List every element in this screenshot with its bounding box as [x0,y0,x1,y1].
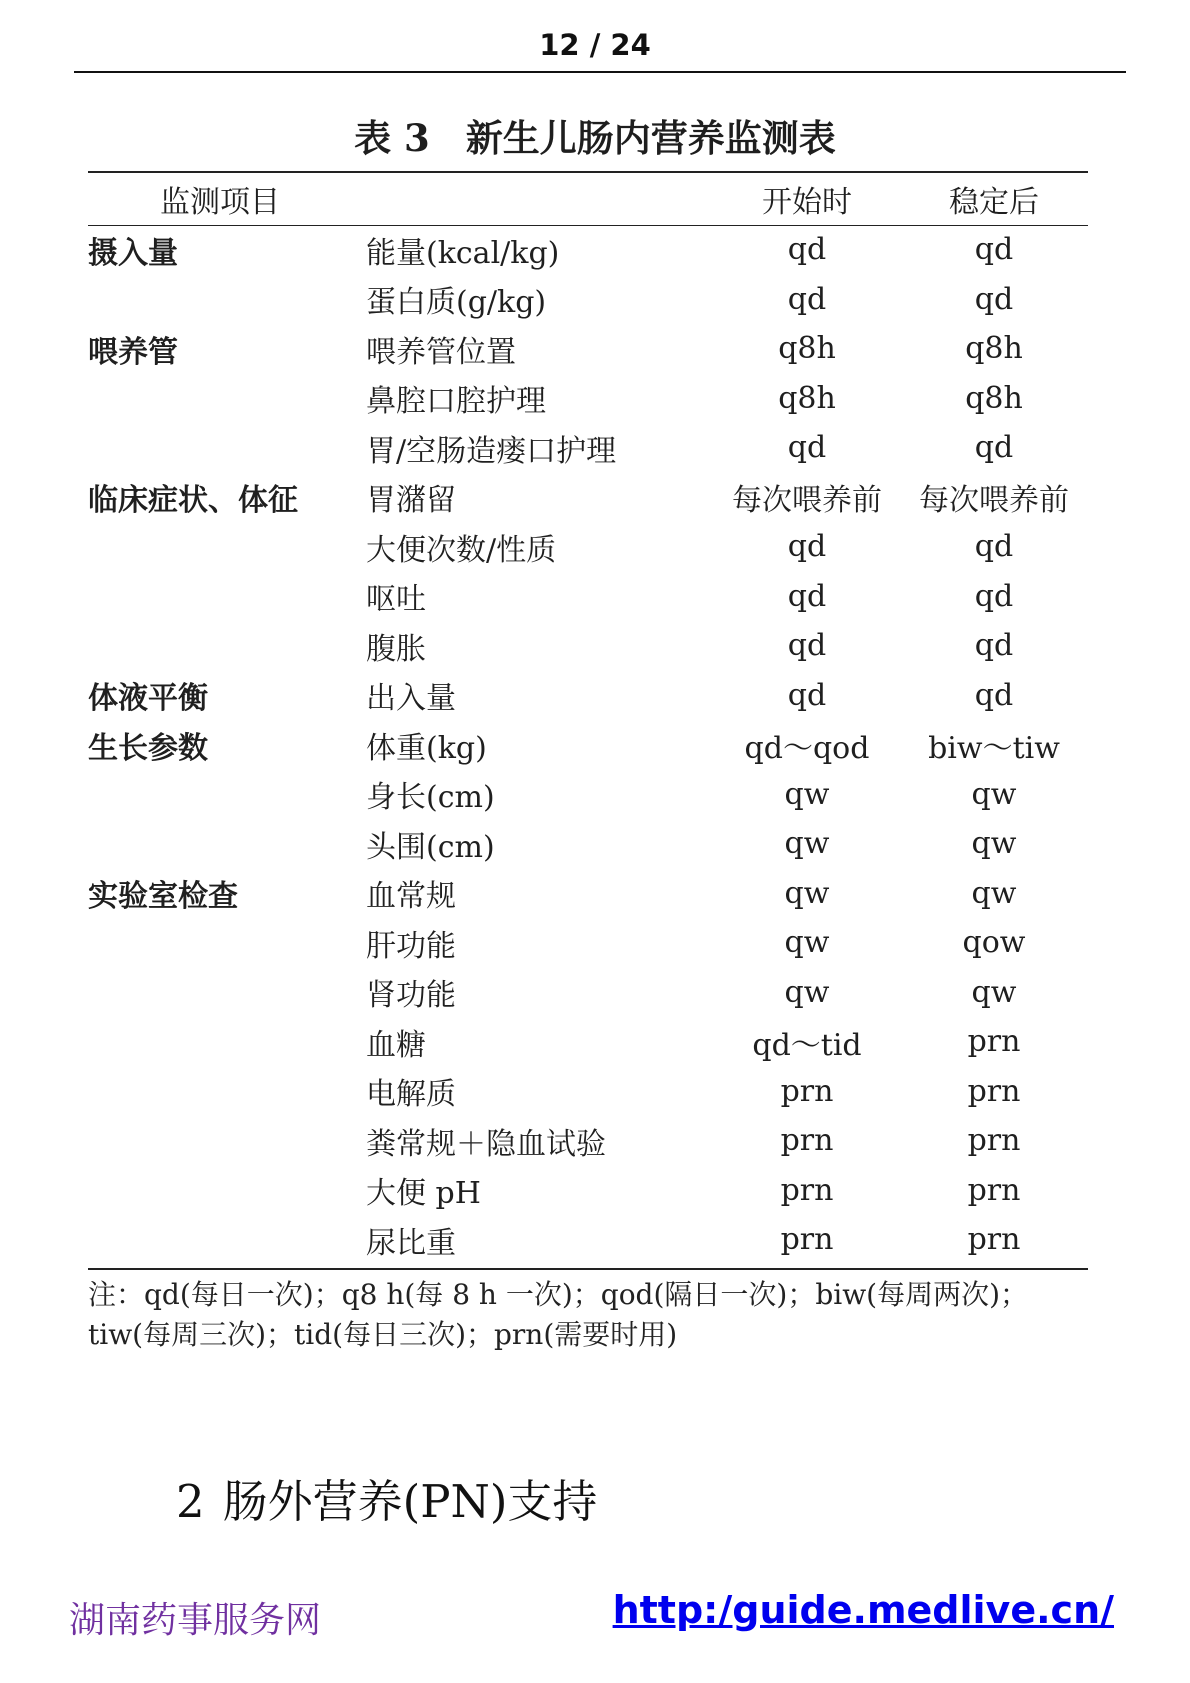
section-title: 肠外营养(PN)支持 [222,1475,598,1528]
row-stable-frequency: qw [971,875,1017,911]
table-row [88,1166,1088,1216]
row-category: 摄入量 [88,235,178,271]
row-item: 血常规 [366,879,456,915]
section-number: 2 [176,1475,205,1528]
row-category [88,1017,366,1067]
row-start-frequency: qd [787,677,827,713]
row-start-frequency: qd [787,578,827,614]
row-start-frequency: prn [780,1172,834,1208]
column-header-monitor-item: 监测项目 [160,185,280,220]
row-item: 肝功能 [366,928,456,964]
table-caption-title: 新生儿肠内营养监测表 [465,116,836,160]
table-row [88,572,1088,622]
row-start-frequency: qd～qod [744,730,870,766]
row-item: 鼻腔口腔护理 [366,384,546,420]
row-start-frequency: prn [780,1073,834,1109]
row-stable-frequency: prn [967,1172,1021,1208]
header-divider [74,71,1126,73]
table-row [88,324,1088,374]
section-heading [176,1465,597,1530]
table-row [88,918,1088,968]
row-category [88,374,366,424]
row-stable-frequency: prn [967,1024,1021,1060]
row-stable-frequency: prn [967,1123,1021,1159]
row-item: 喂养管位置 [366,334,516,370]
row-stable-frequency: qd [974,677,1014,713]
table-note: 注：qd(每日一次)；q8 h(每 8 h 一次)；qod(隔日一次)；biw(每周两次)；tiw(每周三次)；tid(每日三次)；prn(需要时用) [88,1278,1029,1351]
row-item: 大便次数/性质 [366,532,557,568]
table-caption-label: 表 3 [354,116,430,160]
table-row [88,1017,1088,1067]
table-row [88,671,1088,721]
row-category [88,968,366,1018]
row-category: 实验室检查 [88,879,238,915]
row-category [88,423,366,473]
row-item: 尿比重 [366,1225,456,1261]
page-current: 12 [539,28,580,62]
row-category [88,621,366,671]
table-row [88,819,1088,869]
table-row [88,621,1088,671]
row-start-frequency: qd [787,529,827,565]
table-row [88,473,1088,523]
row-stable-frequency: biw～tiw [928,730,1060,766]
row-item: 胃/空肠造瘘口护理 [366,433,617,469]
row-item: 呕吐 [366,582,426,618]
row-stable-frequency: prn [967,1222,1021,1258]
table-header-row [88,173,1088,225]
row-stable-frequency: qd [974,628,1014,664]
monitoring-table [88,173,1088,1265]
row-start-frequency: qw [784,875,830,911]
row-stable-frequency: qow [962,925,1026,961]
row-category: 生长参数 [88,730,208,766]
row-item: 胃潴留 [366,483,456,519]
table-row [88,869,1088,919]
row-item: 体重(kg) [366,730,487,766]
row-start-frequency: q8h [778,331,836,367]
row-stable-frequency: q8h [965,380,1023,416]
table-row [88,1215,1088,1265]
row-start-frequency: qw [784,826,830,862]
row-stable-frequency: qw [971,776,1017,812]
page-number [0,28,1190,62]
row-stable-frequency: qd [974,430,1014,466]
table-row [88,522,1088,572]
table-row [88,275,1088,325]
row-start-frequency: 每次喂养前 [732,483,882,519]
row-stable-frequency: qd [974,578,1014,614]
table-row [88,225,1088,275]
table-bottom-rule [88,1268,1088,1270]
row-category: 喂养管 [88,334,178,370]
row-start-frequency: qd [787,628,827,664]
row-start-frequency: prn [780,1222,834,1258]
row-category [88,819,366,869]
table-row [88,1067,1088,1117]
row-start-frequency: qw [784,925,830,961]
row-item: 头围(cm) [366,829,495,865]
row-item: 肾功能 [366,978,456,1014]
column-header-sub-item [366,173,714,225]
row-category [88,572,366,622]
row-category [88,275,366,325]
row-category [88,1067,366,1117]
row-category [88,522,366,572]
row-start-frequency: qw [784,776,830,812]
row-item: 身长(cm) [366,780,495,816]
row-category [88,1166,366,1216]
row-stable-frequency: qd [974,232,1014,268]
table-row [88,968,1088,1018]
row-start-frequency: q8h [778,380,836,416]
row-start-frequency: prn [780,1123,834,1159]
row-start-frequency: qd [787,232,827,268]
table-row [88,423,1088,473]
row-category [88,1116,366,1166]
table-row [88,720,1088,770]
row-stable-frequency: prn [967,1073,1021,1109]
row-item: 蛋白质(g/kg) [366,285,547,321]
row-item: 出入量 [366,681,456,717]
row-stable-frequency: qw [971,974,1017,1010]
row-stable-frequency: 每次喂养前 [919,483,1069,519]
page-separator: / [589,28,601,62]
table-caption [0,108,1190,162]
row-item: 血糖 [366,1027,426,1063]
row-item: 腹胀 [366,631,426,667]
row-stable-frequency: qd [974,529,1014,565]
row-category [88,1215,366,1265]
row-start-frequency: qd [787,430,827,466]
table-row [88,374,1088,424]
row-category: 临床症状、体征 [88,483,298,519]
row-category [88,918,366,968]
page-total: 24 [610,28,651,62]
footer-site-name: 湖南药事服务网 [69,1600,322,1641]
row-start-frequency: qw [784,974,830,1010]
row-category: 体液平衡 [88,681,208,717]
column-header-stable: 稳定后 [949,185,1039,220]
row-item: 粪常规＋隐血试验 [366,1126,606,1162]
table-header-rule [88,225,1088,226]
column-header-start: 开始时 [762,185,852,220]
row-start-frequency: qd～tid [752,1027,862,1063]
row-stable-frequency: qw [971,826,1017,862]
footer-link[interactable]: http:/guide.medlive.cn/ [612,1588,1114,1632]
row-start-frequency: qd [787,281,827,317]
row-item: 电解质 [366,1077,456,1113]
row-item: 能量(kcal/kg) [366,235,560,271]
row-stable-frequency: q8h [965,331,1023,367]
table-body [88,225,1088,1265]
table-row [88,1116,1088,1166]
row-item: 大便 pH [366,1176,481,1212]
row-stable-frequency: qd [974,281,1014,317]
table-row [88,770,1088,820]
row-category [88,770,366,820]
